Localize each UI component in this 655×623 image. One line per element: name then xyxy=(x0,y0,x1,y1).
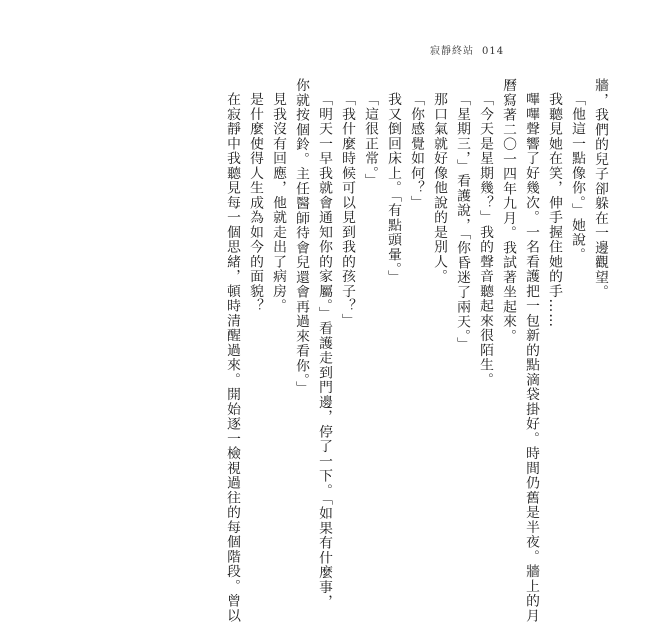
text-line: 「我什麼時候可以見到我的孩子？」 xyxy=(339,91,355,328)
running-head xyxy=(430,42,504,57)
text-line: 我聽見她在笑，伸手握住她的手…… xyxy=(546,91,562,328)
text-line: 是什麼使得人生成為如今的面貌？ xyxy=(247,91,263,314)
text-line: 「這很正常。」 xyxy=(362,91,378,189)
text-line: 你就按個鈴。主任醫師待會兒還會再過來看你。」 xyxy=(293,78,309,396)
text-line: 「你感覺如何？」 xyxy=(408,91,424,210)
text-line: 曆寫著二〇一四年九月。我試著坐起來。 xyxy=(500,78,516,344)
text-line: 那口氣就好像他說的是別人。 xyxy=(431,91,447,284)
text-line: 「明天一早我就會通知你的家屬。」看護走到門邊，停了一下。「如果有什麼事， xyxy=(316,91,332,609)
text-line: 在寂靜中我聽見每一個思緒，頓時清醒過來。開始逐一檢視過往的每個階段。曾以 xyxy=(224,91,240,623)
text-line: 「今天是星期幾？」我的聲音聽起來很陌生。 xyxy=(477,91,493,387)
text-line: 「他這一點像你。」她說。 xyxy=(569,91,585,262)
text-line: 見我沒有回應，他就走出了病房。 xyxy=(270,91,286,314)
book-title: 寂靜終站 xyxy=(430,46,474,57)
page-number: 014 xyxy=(482,46,505,57)
text-line: 「星期三，」看護說，「你昏迷了兩天。」 xyxy=(454,91,470,352)
text-line: 嗶嗶聲響了好幾次。一名看護把一包新的點滴袋掛好。時間仍舊是半夜。牆上的月 xyxy=(523,91,539,623)
body-text xyxy=(220,78,611,623)
text-line: 我又倒回床上。「有點頭暈。」 xyxy=(385,91,401,285)
text-line: 牆，我們的兒子卻躲在一邊觀望。 xyxy=(592,78,608,300)
